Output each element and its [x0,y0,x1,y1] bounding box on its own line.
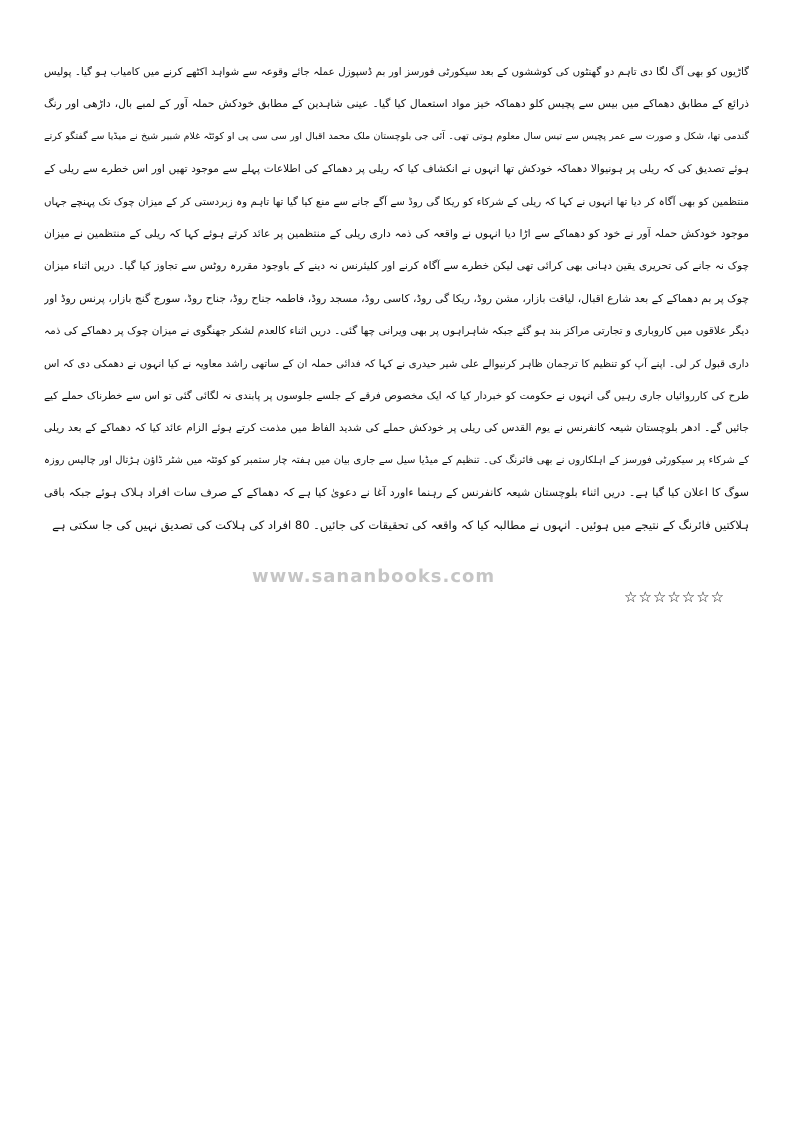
text-line: موجود خودکش حملہ آور نے خود کو دھماکے سے اڑا دیا انہوں نے واقعہ کی ذمہ داری ریلی کے منتظمین پر عائد کرتے ہوئے کہا کہ ریلی کے منتظمین نے میزان [44,226,749,240]
article-body [44,56,749,542]
text-line: ذرائع کے مطابق دھماکے میں بیس سے پچیس کلو دھماکہ خیز مواد استعمال کیا گیا۔ عینی شاہدین کے مطابق خودکش حملہ آور کے لمبے بال، داڑھی اور رنگ [44,97,749,111]
text-line: طرح کی کارروائیاں جاری رہیں گی انہوں نے حکومت کو خبردار کیا کہ ایک مخصوص فرقے کے جلسے جلوسوں پر پابندی نہ لگائی گئی تو اس سے خطرناک حملے کیے [44,389,749,402]
text-line: کے شرکاء پر سیکورٹی فورسز کے اہلکاروں نے بھی فائرنگ کی۔ تنظیم کے میڈیا سیل سے جاری بیان میں ہفتہ چار ستمبر کو کوئٹہ میں شٹر ڈاؤن ہڑتال اور چالیس روزہ [44,454,749,466]
text-line: منتظمین کو بھی آگاہ کر دیا تھا انہوں نے کہا کہ ریلی کے شرکاء کو ریکا گی روڈ سے آگے جانے سے منع کیا گیا تھا تاہم وہ زبردستی کر کے میزان چوک تک پہنچے جہاں [44,195,749,208]
text-line: سوگ کا اعلان کیا گیا ہے۔ دریں اثناء بلوچستان شیعہ کانفرنس کے رہنما ءاورد آغا نے دعویٰ کیا ہے کہ دھماکے کے صرف سات افراد ہلاک ہوئے جبکہ باقی [44,486,749,500]
text-line: چوک نہ جانے کی تحریری یقین دہانی بھی کرائی تھی لیکن خطرے سے آگاہ کرنے اور کلیئرنس نہ دینے کے باوجود مقررہ روٹس سے تجاوز کیا گیا۔ دریں اثناء میزان [44,260,749,273]
text-line: گاڑیوں کو بھی آگ لگا دی تاہم دو گھنٹوں کی کوششوں کے بعد سیکورٹی فورسز اور بم ڈسپوزل عملہ جائے وقوعہ سے شواہد اکٹھے کرنے میں کامیاب ہو گیا۔ پولیس [44,66,749,78]
text-line: داری قبول کر لی۔ اپنے آپ کو تنظیم کا ترجمان ظاہر کرنیوالے علی شیر حیدری نے کہا کہ فدائی حملہ ان کے ساتھی راشد معاویہ نے کیا انہوں نے دھمکی دی کہ اس [44,357,749,370]
text-line-final: ہلاکتیں فائرنگ کے نتیجے میں ہوئیں۔ انہوں نے مطالبہ کیا کہ واقعہ کی تحقیقات کی جائیں۔ 80 افراد کی ہلاکت کی تصدیق نہیں کی جا سکتی ہے [52,518,749,533]
text-line: ہوئے تصدیق کی کہ ریلی پر ہونیوالا دھماکہ خودکش تھا انہوں نے انکشاف کیا کہ ریلی پر دھماکے کی اطلاعات پہلے سے موجود تھیں اور اس خطرے سے ریلی کے [44,163,749,176]
website-watermark: www.sananbooks.com [252,566,496,587]
end-of-article-stars: ☆☆☆☆☆☆☆ [624,588,726,606]
text-line: گندمی تھا، شکل و صورت سے عمر پچیس سے تیس سال معلوم ہوتی تھی۔ آئی جی بلوچستان ملک محمد اقبال اور سی سی پی او کوئٹہ غلام شبیر شیخ نے میڈیا سے گفتگو کرتے [44,130,749,142]
text-line: جائیں گے۔ ادھر بلوچستان شیعہ کانفرنس نے یوم القدس کی ریلی پر خودکش حملے کی شدید الفاظ میں مذمت کرتے ہوئے الزام عائد کیا کہ دھماکے کے بعد ریلی [44,422,749,435]
text-line: چوک پر بم دھماکے کے بعد شارع اقبال، لیاقت بازار، مشن روڈ، ریکا گی روڈ، کاسی روڈ، مسجد روڈ، فاطمہ جناح روڈ، جناح روڈ، سورج گنج بازار، پرنس روڈ اور [44,291,749,305]
text-line: دیگر علاقوں میں کاروباری و تجارتی مراکز بند ہو گئے جبکہ شاہراہوں پر بھی ویرانی چھا گئی۔ دریں اثناء کالعدم لشکر جھنگوی نے میزان چوک پر دھماکے کی ذمہ [44,325,749,338]
